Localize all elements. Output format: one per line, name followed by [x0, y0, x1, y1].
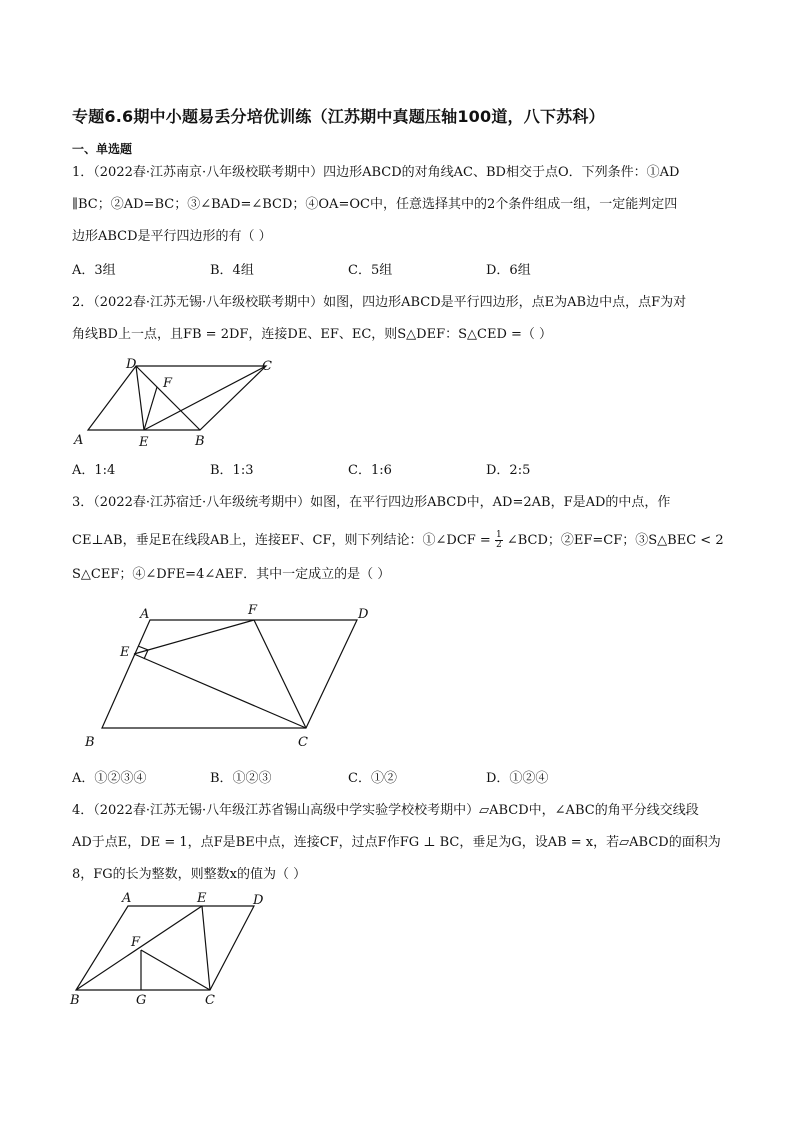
q3-segment-cf — [254, 620, 306, 728]
q2-label-b: B — [195, 434, 205, 449]
q3-label-f: F — [248, 603, 258, 618]
q4-label-d: D — [253, 893, 264, 908]
q3-text-line-3: S△CEF；④∠DFE=4∠AEF．其中一定成立的是（ ） — [72, 567, 391, 582]
q4-label-e: E — [197, 891, 207, 906]
q2-parallelogram — [88, 366, 266, 430]
section-heading: 一、单选题 — [72, 142, 133, 156]
q2-choice-a: A．1:4 — [72, 463, 116, 478]
q2-choice-d: D．2:5 — [486, 463, 531, 478]
q3-figure — [80, 598, 380, 754]
q1-text-line-2: ∥BC；②AD=BC；③∠BAD=∠BCD；④OA=OC中，任意选择其中的2个条件组成一组，一定能判定四 — [72, 197, 678, 212]
q2-choice-b: B．1:3 — [210, 463, 254, 478]
q3-text-line-1: 3．（2022春·江苏宿迁·八年级统考期中）如图，在平行四边形ABCD中，AD=2AB，F是AD的中点，作 — [72, 495, 671, 510]
q2-segment-de — [136, 366, 144, 430]
q2-figure — [70, 352, 290, 452]
q3-label-d: D — [358, 607, 369, 622]
q3-label-a: A — [140, 607, 150, 622]
q2-label-c: C — [262, 359, 272, 374]
q4-label-b: B — [70, 993, 80, 1008]
q3-fraction-denominator: 2 — [495, 540, 502, 550]
q1-choice-a: A．3组 — [72, 263, 116, 278]
q4-label-a: A — [122, 891, 132, 906]
q1-choice-c: C．5组 — [348, 263, 393, 278]
q4-figure — [66, 890, 276, 1012]
q3-choice-a: A．①②③④ — [72, 771, 147, 786]
q3-label-e: E — [120, 645, 130, 660]
q2-label-d: D — [126, 357, 137, 372]
q3-text-line-2-end: ∠BCD；②EF=CF；③S△BEC < 2 — [506, 533, 724, 548]
q3-parallelogram — [102, 620, 357, 728]
q3-text-line-2-start: CE⊥AB，垂足E在线段AB上，连接EF、CF，则下列结论：①∠DCF = — [72, 533, 491, 548]
q1-text-line-1: 1．（2022春·江苏南京·八年级校联考期中）四边形ABCD的对角线AC、BD相交于点O．下列条件：①AD — [72, 165, 680, 180]
q3-segment-ef — [134, 620, 254, 654]
q3-choice-d: D．①②④ — [486, 771, 549, 786]
q4-segment-fc — [141, 950, 210, 990]
q4-label-c: C — [205, 993, 215, 1008]
q3-label-c: C — [298, 735, 308, 750]
q2-label-a: A — [74, 433, 84, 448]
q4-label-f: F — [131, 935, 141, 950]
document-title: 专题6.6期中小题易丢分培优训练（江苏期中真题压轴100道，八下苏科） — [72, 107, 605, 126]
q1-choice-d: D．6组 — [486, 263, 531, 278]
q4-text-line-1: 4．（2022春·江苏无锡·八年级江苏省锡山高级中学实验学校校考期中）▱ABCD中，∠ABC的角平分线交线段 — [72, 803, 699, 818]
q4-text-line-3: 8，FG的长为整数，则整数x的值为（ ） — [72, 867, 307, 882]
q1-text-line-3: 边形ABCD是平行四边形的有（ ） — [72, 229, 272, 244]
q2-text-line-2: 角线BD上一点，且FB = 2DF，连接DE、EF、EC，则S△DEF：S△CED =（ ） — [72, 327, 553, 342]
q3-text-line-2 — [72, 531, 724, 550]
q4-segment-ec — [202, 906, 210, 990]
q4-text-line-2: AD于点E，DE = 1，点F是BE中点，连接CF，过点F作FG ⊥ BC，垂足为G，设AB = x，若▱ABCD的面积为 — [72, 835, 721, 850]
q1-choice-b: B．4组 — [210, 263, 254, 278]
q3-segment-ec — [134, 654, 306, 728]
q2-text-line-1: 2．（2022春·江苏无锡·八年级校联考期中）如图，四边形ABCD是平行四边形，点E为AB边中点，点F为对 — [72, 295, 687, 310]
q4-label-g: G — [136, 993, 147, 1008]
q2-choice-c: C．1:6 — [348, 463, 392, 478]
q2-label-e: E — [139, 435, 149, 450]
q3-label-b: B — [85, 735, 95, 750]
q3-choice-c: C．①② — [348, 771, 397, 786]
q3-choice-b: B．①②③ — [210, 771, 272, 786]
q4-parallelogram — [76, 906, 254, 990]
q3-fraction — [495, 531, 503, 550]
q3-fraction-numerator: 1 — [495, 530, 502, 540]
q2-label-f: F — [163, 376, 173, 391]
